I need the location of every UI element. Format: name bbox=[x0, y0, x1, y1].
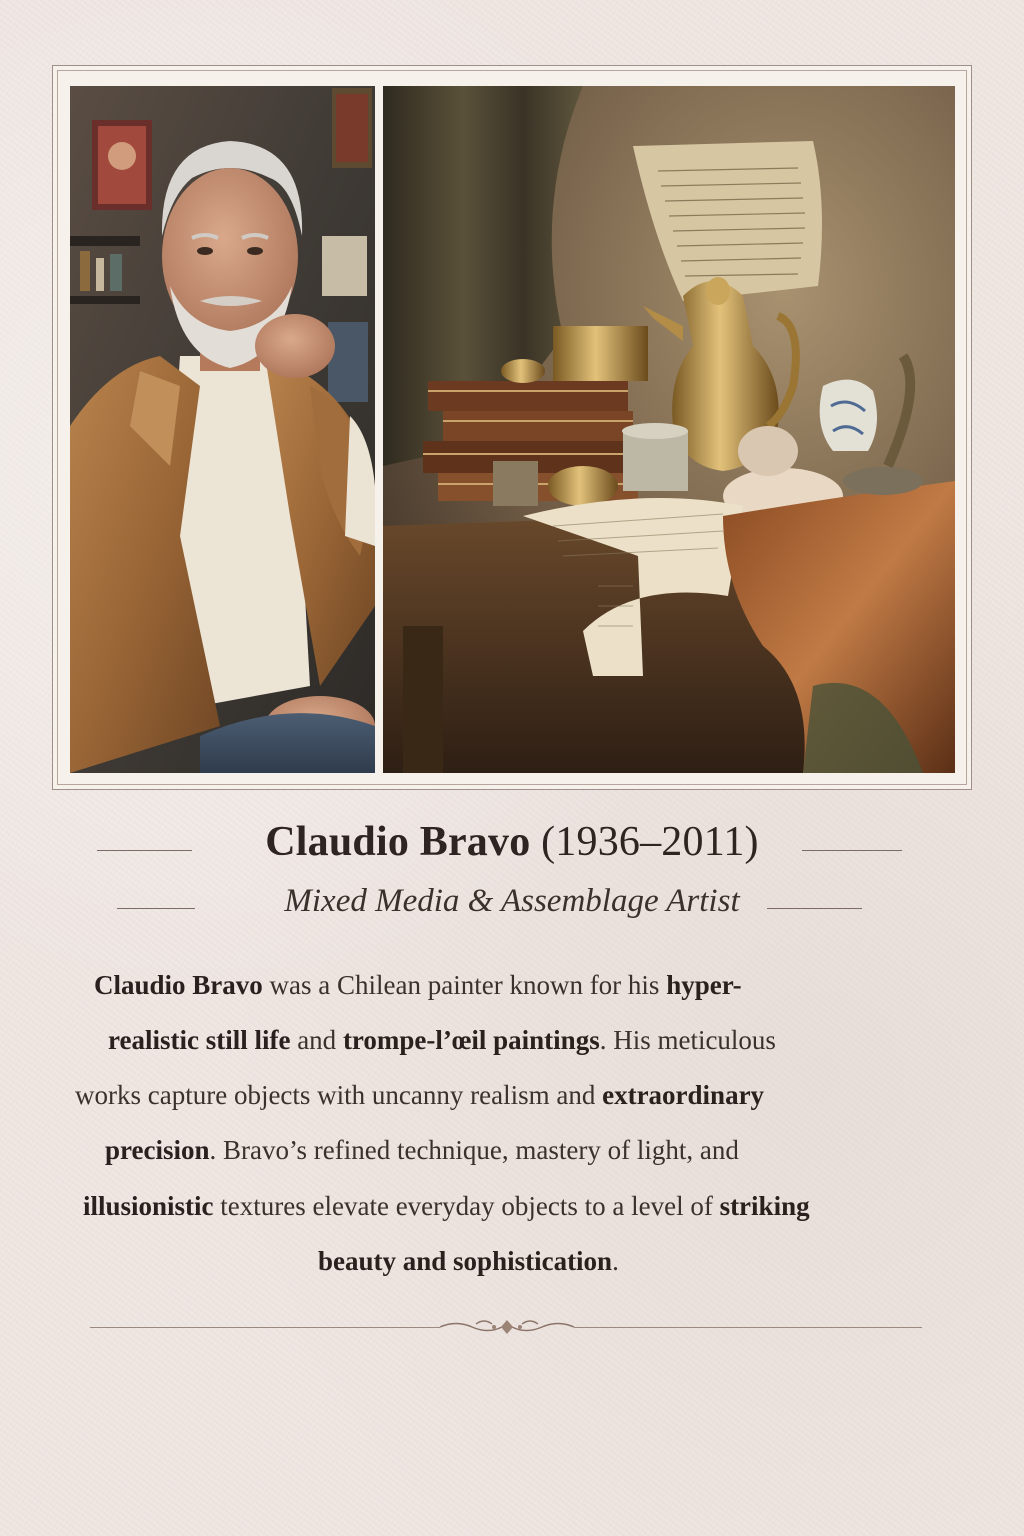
bio-line-1 bbox=[94, 970, 742, 1001]
bio-bold: illusionistic bbox=[83, 1191, 214, 1221]
bio-bold: Claudio Bravo bbox=[94, 970, 263, 1000]
bio-line-5 bbox=[83, 1191, 810, 1222]
bio-line-3 bbox=[75, 1080, 764, 1111]
bio-bold: hyper- bbox=[666, 970, 742, 1000]
bio-text: . Bravo’s refined technique, mastery of light, and bbox=[209, 1135, 739, 1165]
bio-line-6 bbox=[318, 1246, 619, 1277]
bio-line-2 bbox=[108, 1025, 776, 1056]
bio-line-4 bbox=[105, 1135, 739, 1166]
still-life-painting-image bbox=[383, 86, 955, 773]
bio-bold: beauty and sophistication bbox=[318, 1246, 613, 1276]
bio-text: . His meticulous bbox=[599, 1025, 776, 1055]
artist-years: (1936–2011) bbox=[541, 819, 759, 865]
footer-rule-left bbox=[90, 1327, 440, 1328]
flourish-ornament-icon bbox=[436, 1316, 578, 1338]
bio-text: was a Chilean painter known for his bbox=[262, 970, 667, 1000]
bio-text: . bbox=[612, 1246, 619, 1276]
bio-bold: striking bbox=[719, 1191, 810, 1221]
bio-text: and bbox=[290, 1025, 343, 1055]
bio-bold: extraordinary bbox=[602, 1080, 765, 1110]
bio-text: textures elevate everyday objects to a level of bbox=[213, 1191, 720, 1221]
bio-bold: trompe-l’œil paintings bbox=[342, 1025, 600, 1055]
bio-bold: precision bbox=[105, 1135, 210, 1165]
page-title bbox=[0, 818, 1024, 866]
artist-name: Claudio Bravo bbox=[265, 819, 531, 865]
page-subtitle: Mixed Media & Assemblage Artist bbox=[284, 883, 740, 919]
bio-bold: realistic still life bbox=[108, 1025, 291, 1055]
footer-rule-right bbox=[574, 1327, 922, 1328]
bio-text: works capture objects with uncanny realism and bbox=[75, 1080, 603, 1110]
artist-portrait-image bbox=[70, 86, 375, 773]
